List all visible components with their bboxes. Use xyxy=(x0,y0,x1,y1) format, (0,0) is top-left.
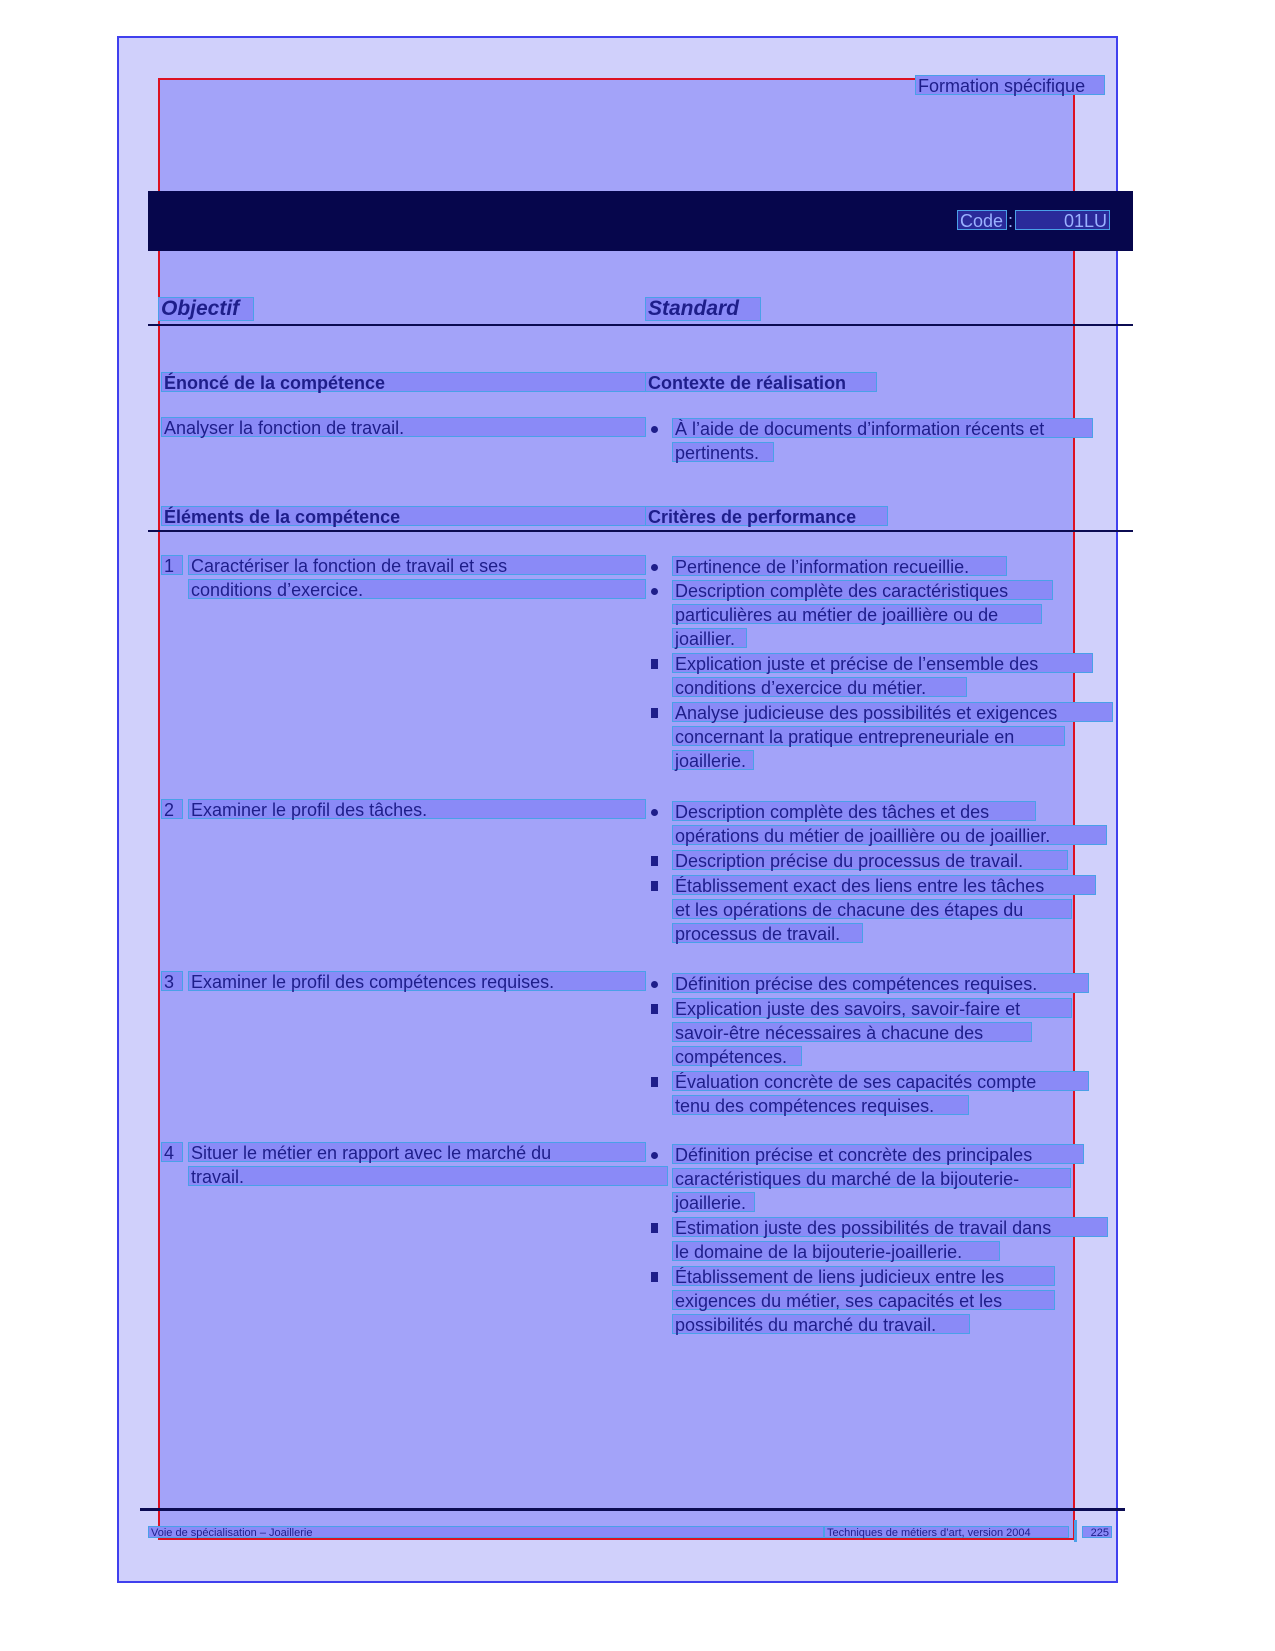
code-label: Code : xyxy=(957,210,1007,230)
criterion-line: et les opérations de chacune des étapes du xyxy=(672,899,1072,919)
code-value: 01LU xyxy=(1015,210,1110,230)
criterion-bullet xyxy=(651,981,658,988)
contexte-bullet xyxy=(651,426,658,433)
criterion-line: Définition précise et concrète des principales xyxy=(672,1144,1084,1164)
criterion-line: concernant la pratique entrepreneuriale en xyxy=(672,726,1065,746)
element-number: 3 xyxy=(161,971,183,991)
formation-label: Formation spécifique xyxy=(915,75,1105,95)
criterion-line: conditions d’exercice du métier. xyxy=(672,677,967,697)
footer-right: Techniques de métiers d’art, version 2004 xyxy=(824,1526,1069,1538)
criterion-bullet xyxy=(651,564,658,571)
criterion-bullet xyxy=(651,588,658,595)
element-text: Examiner le profil des tâches. xyxy=(188,799,646,819)
element-text: Situer le métier en rapport avec le marché du xyxy=(188,1142,646,1162)
element-number: 4 xyxy=(161,1142,183,1162)
criterion-line: Évaluation concrète de ses capacités compte xyxy=(672,1071,1089,1091)
criterion-line: processus de travail. xyxy=(672,923,863,943)
criterion-line: Estimation juste des possibilités de travail dans xyxy=(672,1217,1108,1237)
section-rule xyxy=(148,530,1133,532)
criterion-line: Définition précise des compétences requises. xyxy=(672,973,1089,993)
criterion-line: Description précise du processus de travail. xyxy=(672,850,1068,870)
criterion-bullet xyxy=(651,1152,658,1159)
criterion-line: Description complète des caractéristiques xyxy=(672,580,1053,600)
objectif-title: Objectif xyxy=(158,297,254,321)
criterion-line: savoir-être nécessaires à chacune des xyxy=(672,1022,1032,1042)
criterion-line: compétences. xyxy=(672,1046,802,1066)
footer-divider xyxy=(1074,1520,1077,1542)
standard-title: Standard xyxy=(645,297,761,321)
criterion-line: Explication juste et précise de l’ensemble des xyxy=(672,653,1093,673)
criterion-bullet xyxy=(651,881,658,891)
element-text: Caractériser la fonction de travail et ses xyxy=(188,555,646,575)
criterion-line: Description complète des tâches et des xyxy=(672,801,1036,821)
footer-rule xyxy=(140,1508,1125,1511)
criterion-bullet xyxy=(651,1272,658,1282)
element-text: travail. xyxy=(188,1166,668,1186)
criterion-line: exigences du métier, ses capacités et les xyxy=(672,1290,1055,1310)
criterion-line: Analyse judicieuse des possibilités et exigences xyxy=(672,702,1113,722)
element-number: 1 xyxy=(161,555,183,575)
element-number: 2 xyxy=(161,799,183,819)
title-rule xyxy=(148,324,1133,326)
criterion-bullet xyxy=(651,659,658,669)
elements-heading: Éléments de la compétence xyxy=(161,506,646,526)
criterion-line: Établissement exact des liens entre les tâches xyxy=(672,875,1096,895)
criterion-bullet xyxy=(651,1077,658,1087)
criterion-bullet xyxy=(651,809,658,816)
criterion-line: le domaine de la bijouterie-joaillerie. xyxy=(672,1241,1000,1261)
criterion-line: joaillerie. xyxy=(672,1192,755,1212)
criterion-line: Établissement de liens judicieux entre les xyxy=(672,1266,1055,1286)
criterion-bullet xyxy=(651,708,658,718)
element-text: Examiner le profil des compétences requises. xyxy=(188,971,646,991)
criterion-line: opérations du métier de joaillière ou de joaillier. xyxy=(672,825,1107,845)
criterion-bullet xyxy=(651,1223,658,1233)
element-text: conditions d’exercice. xyxy=(188,579,646,599)
contexte-line: À l’aide de documents d’information récents et xyxy=(672,418,1093,438)
footer-left: Voie de spécialisation – Joaillerie xyxy=(148,1526,824,1538)
page-number: 225 xyxy=(1082,1526,1112,1538)
enonce-heading: Énoncé de la compétence xyxy=(161,372,646,392)
criterion-line: Explication juste des savoirs, savoir-faire et xyxy=(672,998,1072,1018)
contexte-heading: Contexte de réalisation xyxy=(645,372,877,392)
criterion-line: joaillerie. xyxy=(672,750,754,770)
criterion-bullet xyxy=(651,856,658,866)
criterion-line: caractéristiques du marché de la bijouterie- xyxy=(672,1168,1071,1188)
criterion-line: Pertinence de l’information recueillie. xyxy=(672,556,1007,576)
criterion-line: joaillier. xyxy=(672,628,747,648)
criteres-heading: Critères de performance xyxy=(645,506,888,526)
criterion-line: particulières au métier de joaillière ou de xyxy=(672,604,1042,624)
criterion-line: tenu des compétences requises. xyxy=(672,1095,969,1115)
criterion-line: possibilités du marché du travail. xyxy=(672,1314,970,1334)
enonce-text: Analyser la fonction de travail. xyxy=(161,417,646,437)
criterion-bullet xyxy=(651,1004,658,1014)
contexte-line: pertinents. xyxy=(672,442,774,462)
